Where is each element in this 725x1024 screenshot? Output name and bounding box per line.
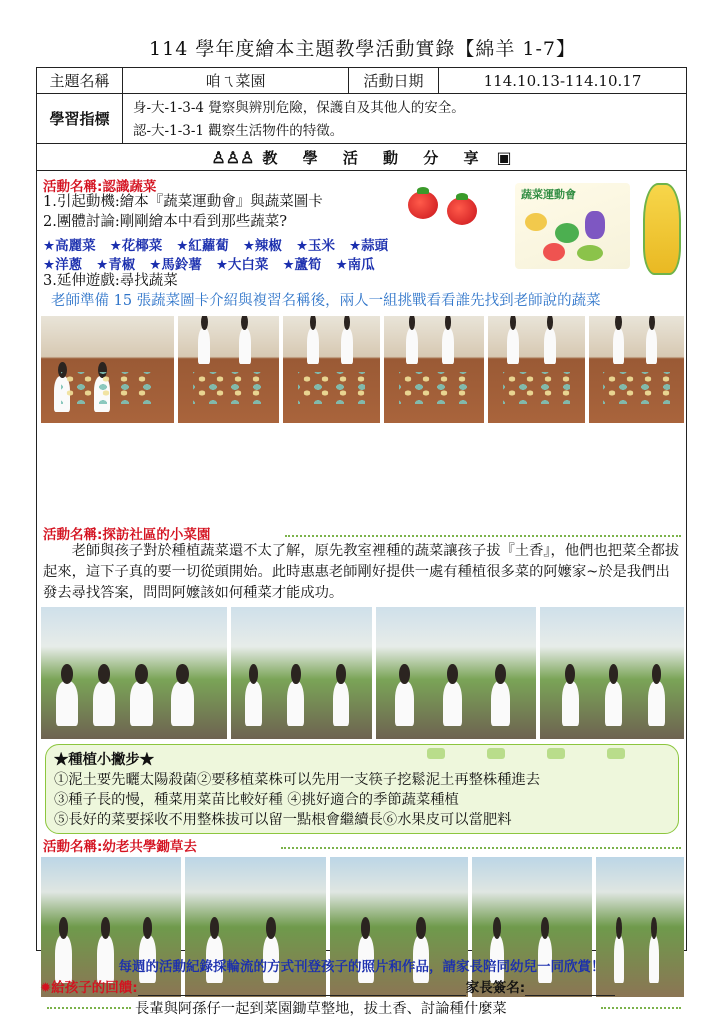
veg-item: ★馬鈴薯	[149, 257, 202, 273]
goal-label: 學習指標	[37, 94, 123, 143]
veg-art-icon	[525, 213, 547, 231]
header-row	[37, 68, 686, 94]
veg-item: ★青椒	[96, 257, 136, 273]
share-title: 教 學 活 動 分 享	[262, 148, 489, 167]
veg-stars-row1	[43, 234, 402, 254]
watering-can-icon	[487, 748, 505, 759]
section3-title: 活動名稱:幼老共學鋤草去	[43, 839, 197, 855]
tips-line: ③種子長的慢，種菜用菜苗比較好種 ④挑好適合的季節蔬菜種植	[54, 792, 459, 808]
footer-feedback	[40, 976, 615, 996]
family-icon: ♙♙♙	[211, 147, 255, 167]
section1-line: 3.延伸遊戲:尋找蔬菜	[43, 273, 178, 289]
goal-item: 身-大-1-3-4 覺察與辨別危險，保護自及其他人的安全。	[133, 100, 465, 116]
photo-card-game	[589, 316, 684, 423]
signature-line[interactable]	[525, 982, 615, 996]
veg-item: ★蒜頭	[349, 238, 389, 254]
date-value: 114.10.13-114.10.17	[483, 71, 642, 90]
section1-line: 1.引起動機:繪本『蔬菜運動會』與蔬菜圖卡	[43, 194, 323, 210]
section1-title: 活動名稱:認識蔬菜	[43, 179, 157, 195]
section2-paragraph: 老師與孩子對於種植蔬菜還不太了解，原先教室裡種的蔬菜讓孩子拔『土香』，他們也把菜全都拔起來，這下子真的要一切從頭開始。此時惠惠老師剛好提供一處有種植很多菜的阿嬤家~於是我們出發去尋找答案，問問阿嬤該如何種菜才能成功。	[43, 543, 680, 601]
photo-community-garden	[231, 607, 372, 739]
veg-art-icon	[543, 243, 565, 261]
veg-item: ★紅蘿蔔	[176, 238, 229, 254]
share-heading	[37, 144, 686, 171]
tips-line: ①泥土要先曬太陽殺菌②要移植菜株可以先用一支筷子挖鬆泥土再整株種進去	[54, 772, 541, 788]
frame-icon: ▣	[496, 147, 512, 167]
goals-row	[37, 94, 686, 144]
veg-item: ★花椰菜	[109, 238, 163, 254]
veg-art-icon	[577, 245, 603, 261]
goal-list	[123, 94, 686, 143]
theme-label: 主題名稱	[37, 68, 123, 93]
tips-title: ★種植小撇步★	[54, 752, 155, 768]
section1-note: 老師準備 15 張蔬菜圖卡介紹與複習名稱後，兩人一組挑戰看看誰先找到老師說的蔬菜	[51, 293, 601, 309]
goal-item: 認-大-1-3-1 觀察生活物件的特徵。	[133, 123, 344, 139]
date-label: 活動日期	[349, 68, 439, 93]
signature-label: 家長簽名:	[465, 980, 526, 996]
veg-item: ★蘆筍	[282, 257, 322, 273]
photo-community-garden	[540, 607, 684, 739]
page-title: 114 學年度繪本主題教學活動實錄【綿羊 1-7】	[149, 38, 576, 60]
veg-art-icon	[585, 211, 605, 239]
photo-card-game	[384, 316, 484, 423]
vine-divider	[281, 839, 681, 849]
veg-art-icon	[555, 223, 579, 243]
photo-card-game	[488, 316, 585, 423]
veg-item: ★高麗菜	[43, 238, 96, 254]
veg-item: ★洋蔥	[43, 257, 83, 273]
book-cover-art	[515, 183, 630, 269]
veg-item: ★玉米	[295, 238, 336, 254]
book-title: 蔬菜運動會	[521, 188, 576, 201]
planting-tips-box	[45, 744, 679, 834]
section3-caption: 長輩與阿孫仔一起到菜園鋤草整地，拔土香、討論種什麼菜	[135, 1001, 507, 1017]
corn-icon	[643, 183, 681, 275]
vine-divider	[601, 999, 681, 1009]
section2-title: 活動名稱:探訪社區的小菜園	[43, 527, 211, 543]
footer-note: 每週的活動紀錄採輪流的方式刊登孩子的照片和作品，請家長陪同幼兒一同欣賞！	[118, 959, 605, 975]
tips-line: ⑤長好的菜要採收不用整株拔可以留一點根會繼續長⑥水果皮可以當肥料	[54, 812, 512, 828]
feedback-line[interactable]	[138, 982, 466, 996]
photo-card-game	[283, 316, 380, 423]
watering-can-icon	[427, 748, 445, 759]
veg-item: ★南瓜	[335, 257, 375, 273]
feedback-label: ✹給孩子的回饋:	[40, 980, 138, 996]
section1-line: 2.團體討論:剛剛繪本中看到那些蔬菜?	[43, 214, 287, 230]
photo-card-game	[178, 316, 279, 423]
veg-stars-row2	[43, 253, 389, 273]
photo-community-garden	[376, 607, 536, 739]
veg-item: ★辣椒	[242, 238, 282, 254]
vine-divider	[47, 999, 131, 1009]
theme-value: 咱ㄟ菜園	[123, 68, 349, 93]
vine-divider	[285, 527, 681, 537]
veg-item: ★大白菜	[215, 257, 269, 273]
watering-can-icon	[607, 748, 625, 759]
photo-community-garden	[41, 607, 227, 739]
photo-classroom	[41, 316, 174, 423]
tomato-icon	[447, 197, 477, 225]
tomato-icon	[408, 191, 438, 219]
watering-can-icon	[547, 748, 565, 759]
